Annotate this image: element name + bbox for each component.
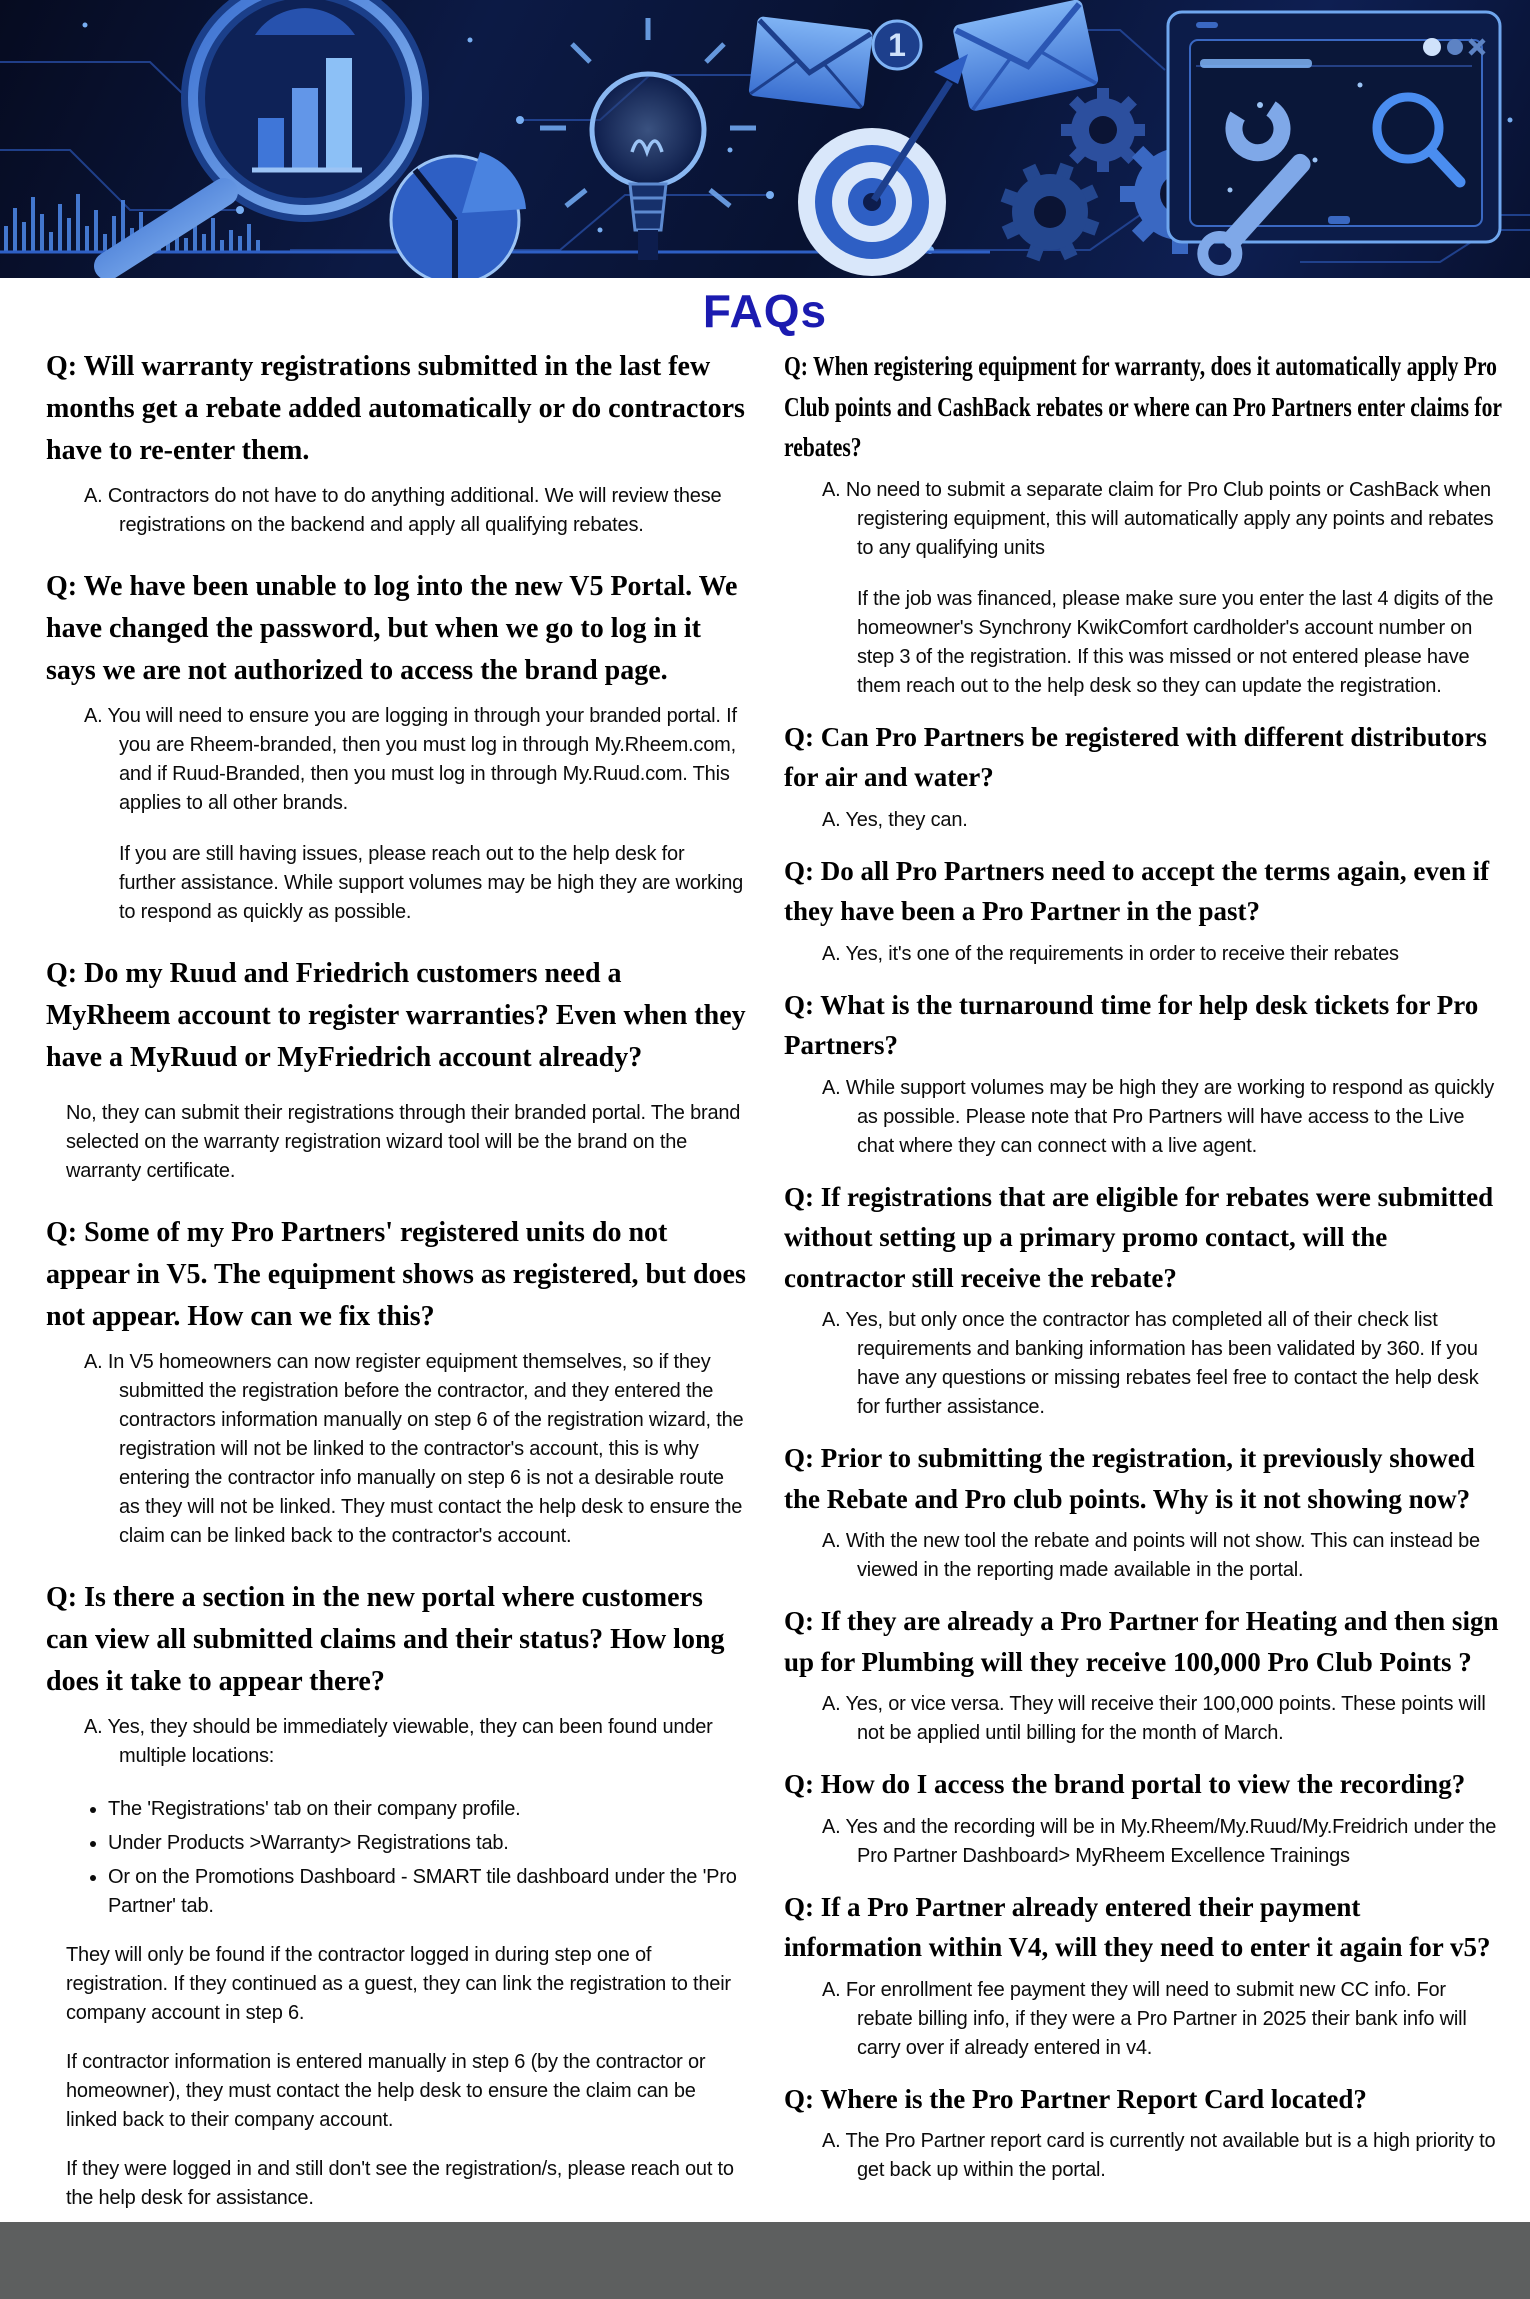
page-title: FAQs — [702, 285, 828, 337]
faq-question: Q: Where is the Pro Partner Report Card located? — [784, 2083, 1367, 2114]
faq-answer-blocks — [784, 2127, 1502, 2185]
faq-answer-blocks — [784, 940, 1502, 969]
faq-item — [784, 1887, 1502, 2063]
faq-answer-blocks — [46, 482, 746, 540]
faq-question: Q: If they are already a Pro Partner for Heating and then sign up for Plumbing will they receive 100,000 Pro Club Points ? — [784, 1606, 1499, 1677]
faq-question: Q: Prior to submitting the registration, it previously showed the Rebate and Pro club points. Why is it not showing now? — [784, 1443, 1475, 1514]
faq-item — [784, 1177, 1502, 1423]
pie-chart-icon — [391, 152, 526, 278]
faq-column-right — [784, 340, 1502, 2222]
faq-question: Q: Do my Ruud and Friedrich customers need a MyRheem account to register warranties? Even when they have a MyRuud or MyFriedrich account already? — [46, 958, 746, 1073]
faq-answer-blocks — [46, 1713, 746, 2213]
faq-question: Q: If registrations that are eligible for rebates were submitted without setting up a primary promo contact, will the contractor still receive the rebate? — [784, 1181, 1494, 1293]
answer-text: A. While support volumes may be high they are working to respond as quickly as possible. Please note that Pro Partners will have access to the Live chat where they can connect with a live agent. — [822, 1076, 1495, 1157]
answer-text: If contractor information is entered manually in step 6 (by the contractor or homeowner), they must contact the help desk to ensure the claim can be linked back to their company account. — [66, 2051, 706, 2131]
faq-item — [46, 1577, 746, 2213]
envelope-icon-2 — [952, 0, 1099, 112]
faq-content — [0, 340, 1530, 2222]
faq-item — [46, 566, 746, 927]
faq-item — [784, 851, 1502, 969]
answer-text: A. Contractors do not have to do anything additional. We will review these registrations on the backend and apply all qualifying rebates. — [84, 485, 722, 536]
answer-text: A. The Pro Partner report card is currently not available but is a high priority to get back up within the portal. — [822, 2130, 1496, 2181]
faq-answer-blocks — [784, 1690, 1502, 1748]
answer-text: A. Yes, but only once the contractor has completed all of their check list requirements and banking information has been validated by 360. If you have any questions or missing rebates feel free to contact the help desk for further assistance. — [822, 1309, 1479, 1418]
answer-text: A. With the new tool the rebate and points will not show. This can instead be viewed in the reporting made available in the portal. — [822, 1530, 1480, 1581]
svg-text:1: 1 — [888, 27, 906, 63]
faq-question: Q: What is the turnaround time for help desk tickets for Pro Partners? — [784, 989, 1479, 1060]
answer-bullet-item: • The 'Registrations' tab on their company profile. — [108, 1795, 746, 1824]
envelope-icon — [748, 16, 873, 110]
answer-text: No, they can submit their registrations through their branded portal. The brand selected on the warranty registration wizard tool will be the brand on the warranty certificate. — [66, 1102, 741, 1182]
answer-text: A. For enrollment fee payment they will need to submit new CC info. For rebate billing info, if they were a Pro Partner in 2025 their bank info will carry over if already entered in v4. — [822, 1978, 1467, 2059]
faq-answer-blocks — [784, 1074, 1502, 1161]
faq-item — [784, 717, 1502, 835]
faq-question: Q: Is there a section in the new portal where customers can view all submitted claims and their status? How long does it take to appear there? — [46, 1582, 725, 1697]
faq-question: Q: When registering equipment for warranty, does it automatically apply Pro Club points and CashBack rebates or where can Pro Partners enter claims for rebates? — [784, 351, 1502, 462]
faq-item — [784, 2079, 1502, 2186]
answer-text: If they were logged in and still don't see the registration/s, please reach out to the help desk for assistance. — [66, 2158, 734, 2209]
answer-text: A. In V5 homeowners can now register equipment themselves, so if they submitted the registration before the contractor, and they entered the contractors information manually on step 6 of the registration wizard, the registration will not be linked to the contractor's account, this is why entering the contractor info manually on step 6 is not a desirable route as they will not be linked. They must contact the help desk to ensure the claim can be linked back to the contractor's account. — [84, 1351, 744, 1547]
answer-text: A. No need to submit a separate claim for Pro Club points or CashBack when registering equipment, this will automatically apply any points and rebates to any qualifying units — [822, 478, 1494, 559]
faq-item — [784, 1764, 1502, 1871]
faq-item — [784, 985, 1502, 1161]
answer-bullet-list — [82, 1795, 746, 1921]
faq-question: Q: How do I access the brand portal to view the recording? — [784, 1769, 1466, 1799]
faq-answer-blocks — [784, 1527, 1502, 1585]
answer-text: If you are still having issues, please reach out to the help desk for further assistance. While support volumes may be high they are working to respond as quickly as possible. — [119, 843, 744, 923]
answer-text: A. Yes, they should be immediately viewable, they can been found under multiple locations: — [84, 1716, 713, 1767]
faq-answer-blocks — [46, 702, 746, 927]
faq-answer-blocks — [784, 806, 1502, 835]
faq-item — [784, 1438, 1502, 1585]
banner-art — [0, 0, 1530, 278]
lightbulb-icon — [540, 18, 756, 260]
faq-item — [784, 1601, 1502, 1748]
header-banner — [0, 0, 1530, 278]
answer-bullet-item: • Under Products >Warranty> Registrations tab. — [108, 1829, 746, 1858]
faq-item — [46, 1212, 746, 1551]
faq-item — [46, 346, 746, 540]
answer-text: If the job was financed, please make sure you enter the last 4 digits of the homeowner's Synchrony KwikComfort cardholder's account number on step 3 of the registration. If this was missed or not entered please have them reach out to the help desk so they can update the registration. — [857, 587, 1494, 697]
faq-item — [784, 346, 1502, 701]
faq-answer-blocks — [784, 1813, 1502, 1871]
magnifier-chart-icon — [108, 0, 417, 266]
faq-column-left — [46, 340, 746, 2222]
faq-question: Q: If a Pro Partner already entered their payment information within V4, will they need to enter it again for v5? — [784, 1891, 1491, 1962]
footer-bar — [0, 2222, 1530, 2299]
faq-question: Q: We have been unable to log into the new V5 Portal. We have changed the password, but when we go to log in it says we are not authorized to access the brand page. — [46, 571, 738, 686]
faq-question: Q: Do all Pro Partners need to accept the terms again, even if they have been a Pro Partner in the past? — [784, 855, 1490, 926]
answer-bullet-item: • Or on the Promotions Dashboard - SMART tile dashboard under the 'Pro Partner' tab. — [108, 1863, 746, 1921]
faq-question: Q: Will warranty registrations submitted in the last few months get a rebate added automatically or do contractors have to re-enter them. — [46, 351, 745, 466]
faq-answer-blocks — [784, 1306, 1502, 1422]
faq-question: Q: Some of my Pro Partners' registered units do not appear in V5. The equipment shows as registered, but does not appear. How can we fix this? — [46, 1217, 746, 1332]
browser-window-icon — [1168, 12, 1500, 242]
faq-answer-blocks — [784, 476, 1502, 701]
faq-item — [46, 953, 746, 1186]
answer-text: A. Yes and the recording will be in My.Rheem/My.Ruud/My.Freidrich under the Pro Partner Dashboard> MyRheem Excellence Trainings — [822, 1815, 1497, 1867]
notification-badge — [873, 21, 921, 69]
answer-text: A. You will need to ensure you are logging in through your branded portal. If you are Rheem-branded, then you must log in through My.Rheem.com, and if Ruud-Branded, then you must log in through My.Ruud.com. This applies to all other brands. — [84, 705, 737, 814]
answer-text: A. Yes, it's one of the requirements in order to receive their rebates — [822, 942, 1399, 965]
faq-answer-blocks — [46, 1099, 746, 1186]
faq-answer-blocks — [784, 1976, 1502, 2063]
faq-answer-blocks — [46, 1348, 746, 1551]
answer-text: They will only be found if the contractor logged in during step one of registration. If they continued as a guest, they can link the registration to their company account in step 6. — [66, 1944, 731, 2024]
faq-question: Q: Can Pro Partners be registered with different distributors for air and water? — [784, 721, 1487, 792]
answer-text: A. Yes, they can. — [822, 808, 968, 831]
answer-text: A. Yes, or vice versa. They will receive their 100,000 points. These points will not be applied until billing for the month of March. — [822, 1693, 1486, 1744]
